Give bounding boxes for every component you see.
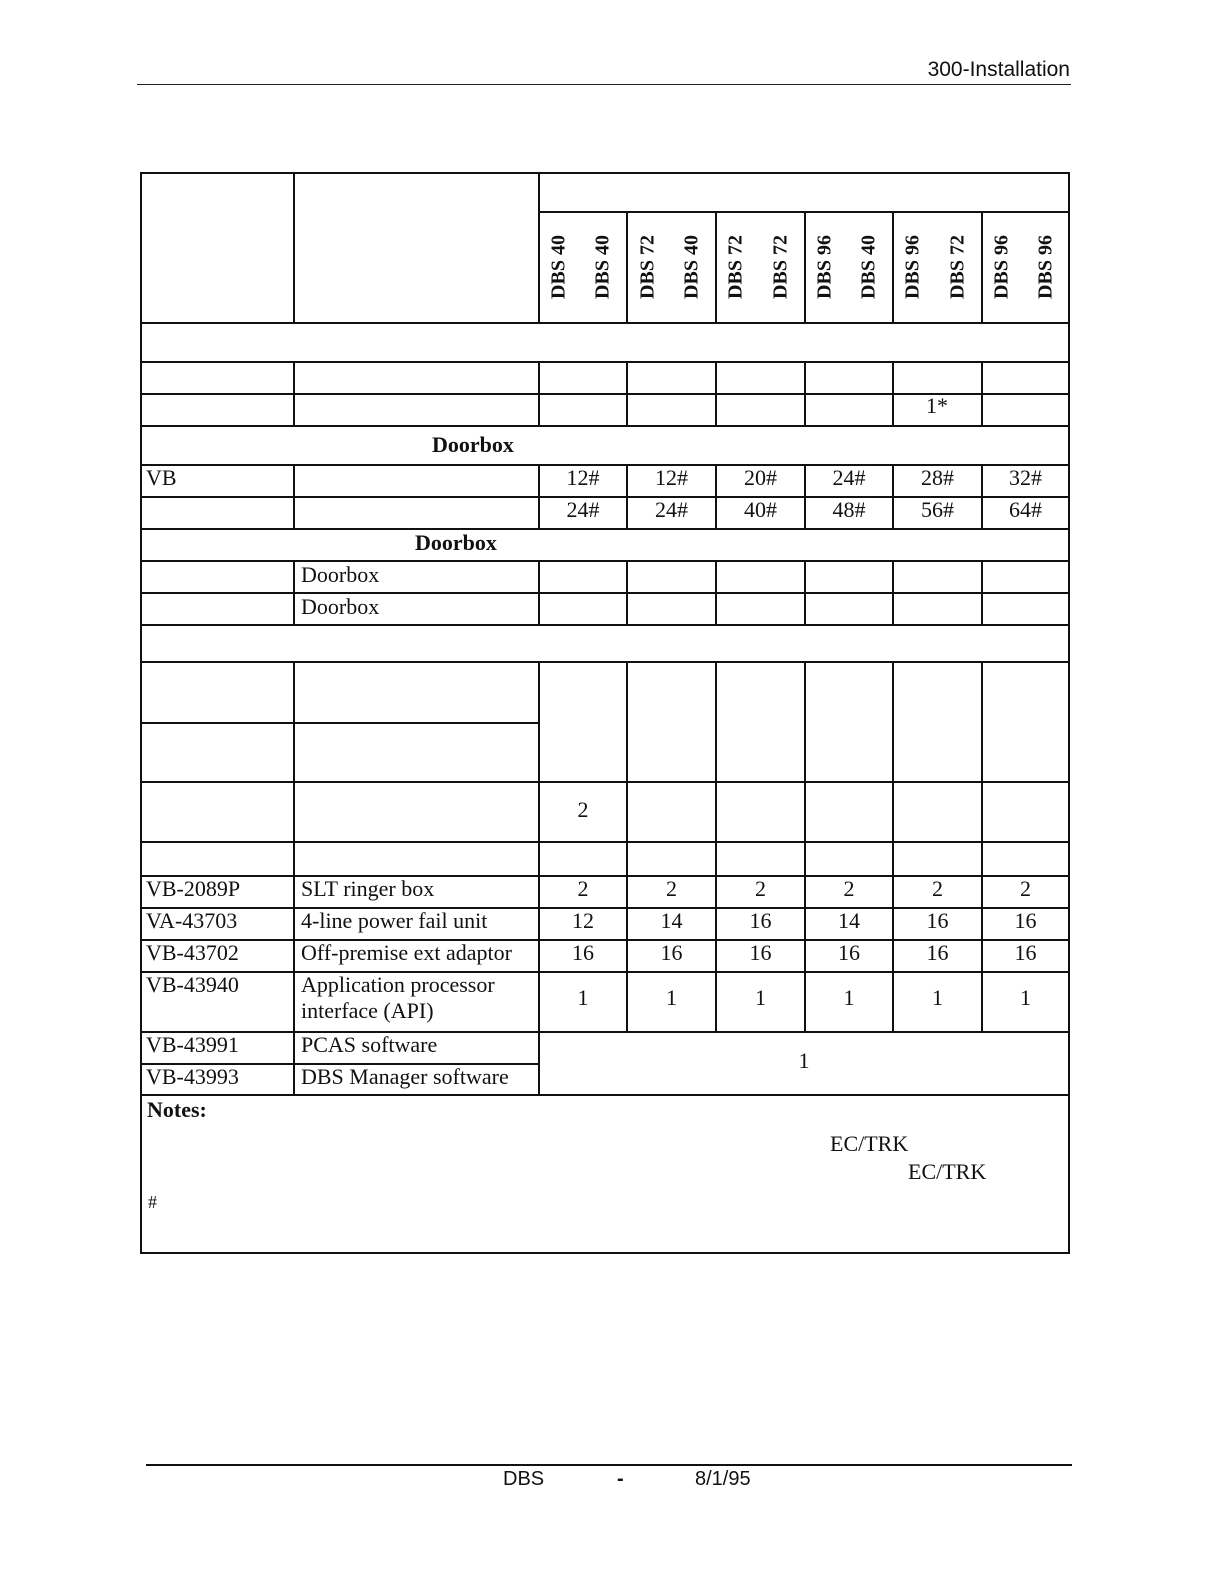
cell-value: 1 bbox=[666, 985, 677, 1010]
cell-value: 16 bbox=[1014, 908, 1037, 933]
notes-text: EC/TRK bbox=[830, 1131, 909, 1156]
cell-value: 12 bbox=[572, 908, 594, 933]
part-code: VB-43991 bbox=[146, 1032, 239, 1057]
model-header: DBS 40 bbox=[591, 235, 614, 299]
part-description: DBS Manager software bbox=[301, 1064, 509, 1089]
part-code: VA-43703 bbox=[146, 908, 238, 933]
table-rule bbox=[140, 528, 1070, 530]
table-rule bbox=[981, 361, 983, 425]
cell-value: 2 bbox=[1020, 876, 1031, 901]
table-rule bbox=[293, 172, 295, 322]
table-rule bbox=[1068, 172, 1070, 1254]
cell-value: 16 bbox=[572, 940, 594, 965]
table-rule bbox=[538, 560, 540, 624]
table-rule bbox=[804, 560, 806, 624]
table-rule bbox=[140, 722, 538, 724]
footer-title: DBS bbox=[503, 1468, 545, 1490]
page-header-title: 300-Installation bbox=[927, 58, 1070, 81]
table-rule bbox=[804, 661, 806, 1031]
cell-value: 2 bbox=[843, 876, 855, 901]
cell-value: 2 bbox=[932, 876, 943, 901]
cell-value: 1* bbox=[926, 393, 948, 418]
cell-value: 2 bbox=[577, 797, 589, 822]
table-rule bbox=[293, 560, 295, 624]
cell-value: 56# bbox=[921, 497, 954, 522]
header-rule bbox=[137, 84, 1071, 85]
table-rule bbox=[804, 361, 806, 425]
cell-value: 1 bbox=[932, 985, 943, 1010]
cell-value: 40# bbox=[744, 497, 777, 522]
cell-value: 32# bbox=[1009, 465, 1042, 490]
table-rule bbox=[892, 560, 894, 624]
cell-value: 14 bbox=[838, 908, 860, 933]
table-rule bbox=[293, 464, 295, 528]
notes-label: Notes: bbox=[147, 1097, 207, 1122]
table-rule bbox=[140, 624, 1070, 626]
cell-value: 2 bbox=[755, 876, 766, 901]
table-rule bbox=[538, 361, 540, 425]
part-description: Application processor bbox=[301, 972, 495, 997]
model-header: DBS 96 bbox=[901, 235, 924, 299]
table-rule bbox=[715, 560, 717, 624]
cell-value: 12# bbox=[566, 465, 600, 490]
part-code: VB-43993 bbox=[146, 1064, 239, 1089]
part-description: Off-premise ext adaptor bbox=[301, 940, 512, 965]
table-rule bbox=[140, 172, 1070, 174]
table-rule bbox=[140, 172, 142, 1254]
notes-text: # bbox=[148, 1192, 157, 1212]
cell-value: 1 bbox=[1020, 985, 1031, 1010]
cell-value: 16 bbox=[926, 908, 949, 933]
part-description: Doorbox bbox=[301, 594, 380, 619]
cell-value: 16 bbox=[926, 940, 949, 965]
part-description: PCAS software bbox=[301, 1032, 438, 1057]
table-rule bbox=[293, 361, 295, 425]
cell-value: 1 bbox=[755, 985, 766, 1010]
model-header: DBS 40 bbox=[547, 235, 570, 299]
table-rule bbox=[626, 361, 628, 425]
cell-value: 16 bbox=[749, 908, 772, 933]
table-rule bbox=[626, 560, 628, 624]
section-title-doorbox: Doorbox bbox=[432, 432, 514, 457]
cell-value: 28# bbox=[921, 465, 954, 490]
footer-date: 8/1/95 bbox=[695, 1468, 751, 1490]
cell-value: 16 bbox=[838, 940, 860, 965]
table-rule bbox=[715, 661, 717, 1031]
model-header: DBS 40 bbox=[857, 235, 880, 299]
cell-value: 16 bbox=[1014, 940, 1037, 965]
model-header: DBS 72 bbox=[724, 235, 747, 299]
table-rule bbox=[981, 661, 983, 1031]
cell-value: 14 bbox=[660, 908, 683, 933]
model-header: DBS 72 bbox=[946, 235, 969, 299]
model-header: DBS 72 bbox=[769, 235, 792, 299]
part-description: SLT ringer box bbox=[301, 876, 435, 901]
notes-text: EC/TRK bbox=[908, 1159, 987, 1184]
table-rule bbox=[140, 971, 1070, 973]
cell-value: 20# bbox=[744, 465, 777, 490]
part-code: VB-43702 bbox=[146, 940, 239, 965]
model-header: DBS 96 bbox=[813, 235, 836, 299]
cell-value: 12# bbox=[655, 465, 688, 490]
cell-value: 48# bbox=[832, 497, 866, 522]
footer-separator: - bbox=[617, 1468, 624, 1490]
table-rule bbox=[140, 361, 1070, 363]
part-code: VB-2089P bbox=[146, 876, 241, 901]
cell-value: 16 bbox=[660, 940, 683, 965]
model-header: DBS 72 bbox=[636, 235, 659, 299]
table-rule bbox=[140, 1252, 1070, 1254]
table-rule bbox=[140, 1094, 1070, 1096]
table-rule bbox=[892, 661, 894, 1031]
part-code: VB-43940 bbox=[146, 972, 239, 997]
table-rule bbox=[140, 560, 1070, 562]
table-rule bbox=[626, 661, 628, 1031]
cell-value: 2 bbox=[577, 876, 589, 901]
model-header: DBS 96 bbox=[1034, 235, 1057, 299]
cell-value: 1 bbox=[798, 1048, 810, 1073]
cell-value: 64# bbox=[1009, 497, 1042, 522]
section-title-doorbox: Doorbox bbox=[415, 530, 497, 555]
table-rule bbox=[293, 661, 295, 1094]
table-rule bbox=[140, 661, 1070, 663]
configuration-table bbox=[140, 172, 1070, 1254]
footer-rule bbox=[146, 1464, 1072, 1466]
cell-value: 2 bbox=[666, 876, 677, 901]
cell-value: 16 bbox=[749, 940, 772, 965]
table-rule bbox=[140, 425, 1070, 427]
table-rule bbox=[140, 841, 1070, 843]
part-description: Doorbox bbox=[301, 562, 380, 587]
cell-value: 1 bbox=[843, 985, 855, 1010]
table-rule bbox=[140, 322, 1070, 324]
table-rule bbox=[140, 1031, 1070, 1033]
part-code: VB bbox=[146, 465, 177, 490]
cell-value: 1 bbox=[577, 985, 589, 1010]
cell-value: 24# bbox=[566, 497, 600, 522]
table-rule bbox=[140, 592, 1070, 594]
cell-value: 24# bbox=[655, 497, 688, 522]
model-header: DBS 40 bbox=[680, 235, 703, 299]
table-rule bbox=[715, 361, 717, 425]
table-rule bbox=[140, 781, 1070, 783]
table-rule bbox=[981, 560, 983, 624]
cell-value: 24# bbox=[832, 465, 866, 490]
model-header: DBS 96 bbox=[990, 235, 1013, 299]
part-description: 4-line power fail unit bbox=[301, 908, 488, 933]
part-description: interface (API) bbox=[301, 998, 434, 1023]
